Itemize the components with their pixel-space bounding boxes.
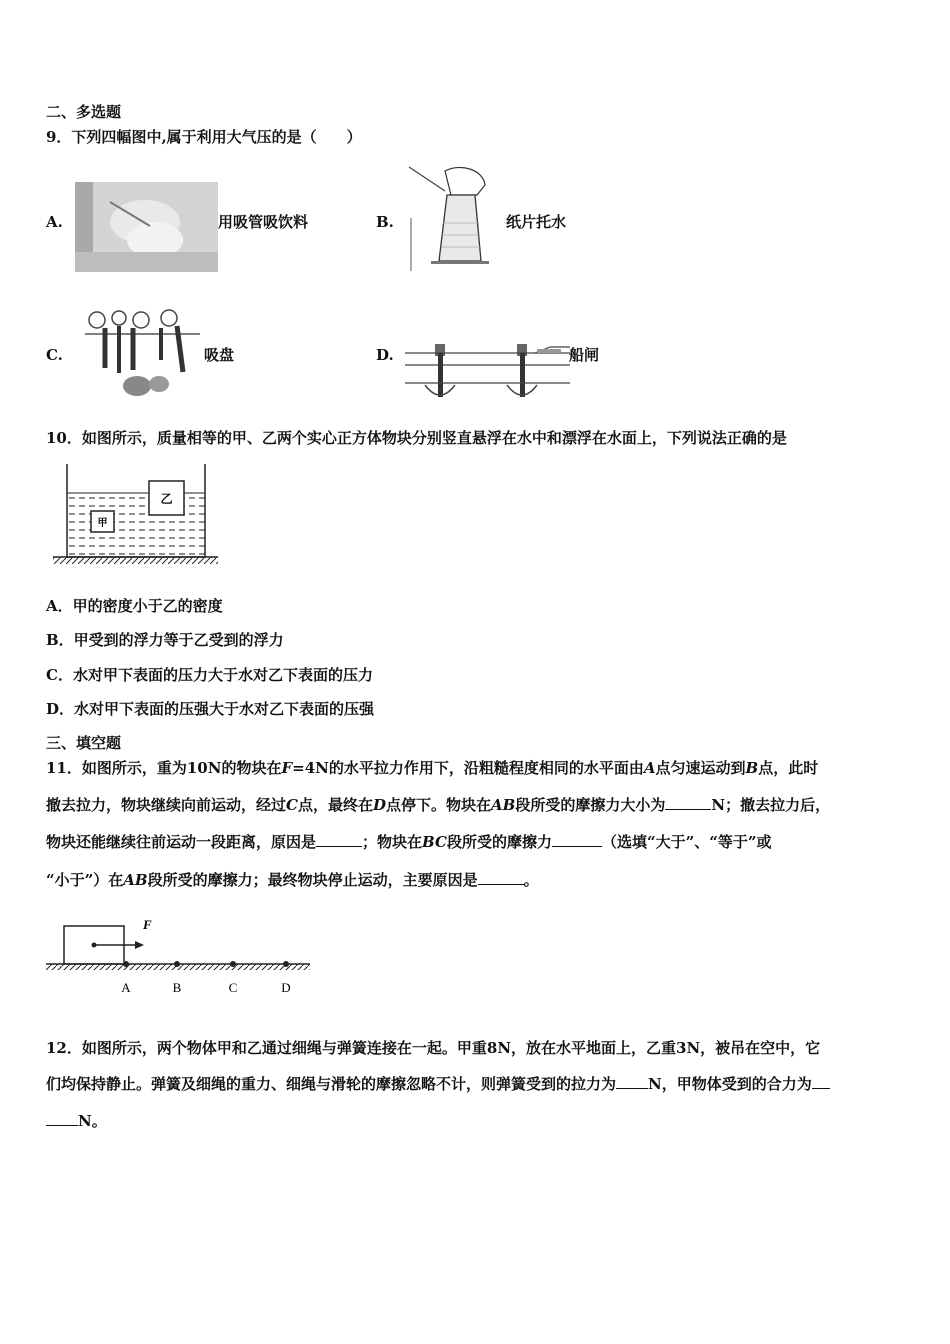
q9-stem: 9．下列四幅图中,属于利用大气压的是（ ） bbox=[46, 128, 362, 146]
q9-option-a-letter: A. bbox=[46, 213, 63, 231]
q12-blank-1[interactable] bbox=[616, 1074, 648, 1089]
q12-line-1: 12．如图所示，两个物体甲和乙通过细绳与弹簧连接在一起。甲重8N，放在水平地面上，乙重3N，被吊在空中，它 bbox=[46, 1039, 821, 1057]
q10-label-yi: 乙 bbox=[160, 492, 173, 506]
q11-figure-block-track bbox=[44, 912, 314, 1002]
q11-fig-point-a: A bbox=[121, 980, 131, 995]
q10-label-jia: 甲 bbox=[97, 518, 108, 529]
q9-figure-straw bbox=[75, 182, 218, 272]
q9-option-c-label: 吸盘 bbox=[204, 346, 235, 364]
q11-line-1: 11．如图所示，重为10N的物块在F=4N的水平拉力作用下，沿粗糙程度相同的水平面由A点匀速运动到B点，此时 bbox=[46, 759, 819, 777]
section-heading-multi-choice: 二、多选题 bbox=[46, 103, 122, 121]
q11-blank-4[interactable] bbox=[478, 870, 524, 885]
q11-blank-2[interactable] bbox=[316, 832, 362, 847]
q12-line-2: 们均保持静止。弹簧及细绳的重力、细绳与滑轮的摩擦忽略不计，则弹簧受到的拉力为 N，甲物体受到的合力为 bbox=[46, 1074, 830, 1094]
q9-figure-paper-water bbox=[405, 163, 505, 273]
q11-fig-point-c: C bbox=[228, 980, 238, 995]
q12-blank-2a[interactable] bbox=[812, 1074, 830, 1089]
q9-figure-ship-lock bbox=[405, 335, 570, 407]
q12-blank-2b[interactable] bbox=[46, 1111, 78, 1126]
q10-option-c: C．水对甲下表面的压力大于水对乙下表面的压力 bbox=[46, 666, 373, 684]
q11-blank-1[interactable] bbox=[665, 795, 711, 810]
q9-option-d-letter: D. bbox=[376, 346, 394, 364]
section-heading-fill-blank: 三、填空题 bbox=[46, 734, 122, 752]
q10-option-b: B．甲受到的浮力等于乙受到的浮力 bbox=[46, 631, 284, 649]
q10-figure-water-tank bbox=[48, 462, 228, 572]
q11-fig-force-label: F bbox=[143, 917, 152, 932]
q9-option-a-label: 用吸管吸饮料 bbox=[218, 213, 309, 231]
q11-fig-point-d: D bbox=[281, 980, 291, 995]
q9-figure-suction-cup bbox=[75, 298, 205, 403]
q10-option-a: A．甲的密度小于乙的密度 bbox=[46, 597, 223, 615]
q11-line-2: 撤去拉力，物块继续向前运动，经过C点，最终在D点停下。物块在AB段所受的摩擦力大小为 N；撤去拉力后， bbox=[46, 796, 831, 814]
q10-stem: 10．如图所示，质量相等的甲、乙两个实心正方体物块分别竖直悬浮在水中和漂浮在水面上，下列说法正确的是 bbox=[46, 429, 787, 447]
q9-option-c-letter: C. bbox=[46, 346, 63, 364]
q11-line-4: “小于”）在AB段所受的摩擦力；最终物块停止运动，主要原因是 。 bbox=[46, 871, 539, 889]
q9-option-b-label: 纸片托水 bbox=[506, 213, 567, 231]
q10-option-d: D．水对甲下表面的压强大于水对乙下表面的压强 bbox=[46, 700, 375, 718]
q9-option-b-letter: B. bbox=[376, 213, 394, 231]
q12-line-3: N。 bbox=[46, 1111, 107, 1131]
q11-line-3: 物块还能继续往前运动一段距离，原因是 ；物块在BC段所受的摩擦力 （选填“大于”、“等于”或 bbox=[46, 833, 772, 851]
q11-fig-point-b: B bbox=[172, 980, 182, 995]
q11-blank-3[interactable] bbox=[552, 832, 602, 847]
q9-option-d-label: 船闸 bbox=[569, 346, 600, 364]
